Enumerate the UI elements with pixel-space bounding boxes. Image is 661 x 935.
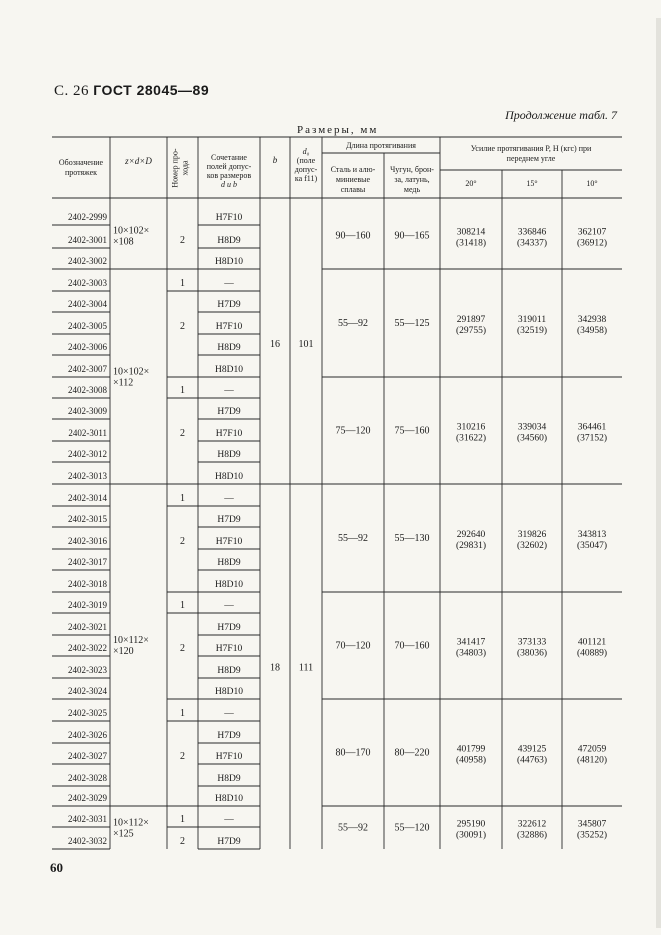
header-d0: ка f11) xyxy=(294,174,318,183)
combination-cell: H7F10 xyxy=(215,322,243,332)
force-kgf-cell: (31418) xyxy=(455,238,487,249)
combination-cell: H8D9 xyxy=(217,236,241,246)
header-iron: за, латунь, xyxy=(394,175,430,184)
zdD-cell: 10×112× xyxy=(113,635,149,646)
force-kgf-cell: (36912) xyxy=(576,238,608,249)
designation-cell: 2402-3001 xyxy=(68,235,107,245)
b-cell: 18 xyxy=(270,662,280,674)
designation-cell: 2402-3018 xyxy=(68,579,107,589)
header-designation: Обозначение xyxy=(58,158,104,167)
iron-length-cell: 55—130 xyxy=(394,533,430,544)
force-kgf-cell: (37152) xyxy=(576,433,608,444)
combination-cell: — xyxy=(224,815,234,825)
force-kgf-cell: (34803) xyxy=(455,648,487,659)
combination-cell: — xyxy=(224,494,234,504)
designation-cell: 2402-3008 xyxy=(68,385,107,395)
designation-cell: 2402-3027 xyxy=(68,751,107,761)
zdD-cell: ×108 xyxy=(113,236,134,248)
force-newton-cell: 339034 xyxy=(517,422,547,433)
header-angle: 20° xyxy=(465,179,477,188)
pass-cell: 2 xyxy=(180,428,185,439)
header-combination: полей допус- xyxy=(206,162,252,171)
force-newton-cell: 472059 xyxy=(577,744,607,755)
force-kgf-cell: (29755) xyxy=(455,326,487,336)
designation-cell: 2402-3007 xyxy=(68,364,107,374)
iron-length-cell: 75—160 xyxy=(394,425,430,437)
zdD-cell: 10×112× xyxy=(113,817,149,829)
header-combination: d и b xyxy=(221,180,237,189)
combination-cell: H7F10 xyxy=(215,644,243,654)
force-kgf-cell: (44763) xyxy=(516,755,548,766)
force-kgf-cell: (34958) xyxy=(576,326,608,336)
designation-cell: 2402-3014 xyxy=(68,493,107,503)
zdD-cell: ×125 xyxy=(113,828,134,840)
combination-cell: H8D10 xyxy=(215,580,243,590)
steel-length-cell: 90—160 xyxy=(335,230,371,242)
force-kgf-cell: (32519) xyxy=(516,326,548,336)
force-kgf-cell: (34337) xyxy=(516,238,548,249)
force-newton-cell: 310216 xyxy=(456,422,486,433)
force-kgf-cell: (40889) xyxy=(576,648,608,659)
page-prefix: С. 26 xyxy=(54,83,90,99)
combination-cell: — xyxy=(224,709,234,719)
designation-cell: 2402-3019 xyxy=(68,600,107,610)
sizes-label: Размеры, мм xyxy=(297,124,379,136)
combination-cell: H8D9 xyxy=(217,774,241,784)
header-steel: миниевые xyxy=(335,175,371,184)
force-newton-cell: 319011 xyxy=(517,315,547,325)
pass-cell: 2 xyxy=(180,751,185,762)
combination-cell: H8D9 xyxy=(217,558,241,568)
iron-length-cell: 80—220 xyxy=(394,747,430,759)
steel-length-cell: 55—92 xyxy=(338,533,368,544)
combination-cell: H8D10 xyxy=(215,687,243,697)
combination-cell: H7F10 xyxy=(215,429,243,439)
pass-cell: 2 xyxy=(180,836,185,847)
b-cell: 16 xyxy=(270,339,280,350)
header-b: b xyxy=(272,155,278,165)
header-combination: ков размеров xyxy=(206,171,252,180)
combination-cell: — xyxy=(224,279,234,289)
continuation-note: Продолжение табл. 7 xyxy=(505,108,617,122)
d0-cell: 101 xyxy=(298,339,314,350)
designation-cell: 2402-3011 xyxy=(68,428,107,438)
header-angle: 10° xyxy=(586,179,598,188)
combination-cell: H8D9 xyxy=(217,666,241,676)
force-kgf-cell: (34560) xyxy=(516,433,548,444)
header-steel: сплавы xyxy=(340,185,366,194)
designation-cell: 2402-3032 xyxy=(68,836,107,846)
force-newton-cell: 291897 xyxy=(456,315,486,325)
combination-cell: H8D10 xyxy=(215,472,243,482)
force-newton-cell: 342938 xyxy=(577,315,607,325)
force-kgf-cell: (29831) xyxy=(455,541,487,551)
header-pass-no: Номер про- xyxy=(170,148,180,188)
force-newton-cell: 362107 xyxy=(577,227,607,238)
combination-cell: H7D9 xyxy=(217,731,241,741)
combination-cell: H7D9 xyxy=(217,407,241,417)
designation-cell: 2402-3003 xyxy=(68,278,107,288)
zdD-cell: 10×102× xyxy=(113,366,150,378)
force-newton-cell: 319826 xyxy=(517,530,547,540)
combination-cell: H7F10 xyxy=(215,537,243,547)
force-newton-cell: 341417 xyxy=(456,637,486,648)
designation-cell: 2402-3028 xyxy=(68,773,107,783)
force-newton-cell: 345807 xyxy=(577,819,607,830)
designation-cell: 2402-3006 xyxy=(68,342,107,352)
d0-cell: 111 xyxy=(298,662,314,674)
designation-cell: 2402-3024 xyxy=(68,686,107,696)
combination-cell: H8D10 xyxy=(215,794,243,804)
combination-cell: H8D10 xyxy=(215,257,243,267)
header-steel: Сталь и алю- xyxy=(330,165,376,174)
force-newton-cell: 364461 xyxy=(577,422,607,433)
force-kgf-cell: (40958) xyxy=(455,755,487,766)
pass-cell: 1 xyxy=(180,814,185,825)
zdD-cell: ×120 xyxy=(113,646,134,657)
header-d0: (поле xyxy=(296,156,316,165)
zdD-cell: ×112 xyxy=(113,377,134,389)
force-newton-cell: 322612 xyxy=(517,819,547,830)
iron-length-cell: 55—125 xyxy=(394,318,430,329)
designation-cell: 2402-3002 xyxy=(68,256,107,266)
steel-length-cell: 80—170 xyxy=(335,747,371,759)
force-newton-cell: 292640 xyxy=(456,530,486,540)
designation-cell: 2402-3023 xyxy=(68,665,107,675)
force-newton-cell: 336846 xyxy=(517,227,547,238)
designation-cell: 2402-3012 xyxy=(68,449,107,459)
force-newton-cell: 439125 xyxy=(517,744,547,755)
combination-cell: H7F10 xyxy=(215,752,243,762)
combination-cell: H8D10 xyxy=(215,365,243,375)
steel-length-cell: 75—120 xyxy=(335,425,371,437)
designation-cell: 2402-3026 xyxy=(68,730,107,740)
header-d0: d₀ xyxy=(302,147,310,156)
pass-cell: 1 xyxy=(180,708,185,719)
combination-cell: H8D9 xyxy=(217,450,241,460)
header-length: Длина протягивания xyxy=(346,141,416,150)
zdD-cell: 10×102× xyxy=(113,225,150,237)
pass-cell: 2 xyxy=(180,643,185,654)
designation-cell: 2402-3022 xyxy=(68,643,107,653)
header-d0: допус- xyxy=(294,165,318,174)
designation-cell: 2402-3015 xyxy=(68,514,107,524)
combination-cell: H7D9 xyxy=(217,515,241,525)
header-iron: медь xyxy=(403,185,421,194)
designation-cell: 2402-3017 xyxy=(68,557,107,567)
designation-cell: 2402-3016 xyxy=(68,536,107,546)
steel-length-cell: 55—92 xyxy=(338,822,368,834)
pass-cell: 2 xyxy=(180,536,185,547)
designation-cell: 2402-3004 xyxy=(68,299,107,309)
force-kgf-cell: (30091) xyxy=(455,830,487,841)
designation-cell: 2402-3013 xyxy=(68,471,107,481)
force-kgf-cell: (35252) xyxy=(576,830,608,841)
combination-cell: — xyxy=(224,386,234,396)
header-angle: 15° xyxy=(526,179,538,188)
pass-cell: 1 xyxy=(180,385,185,396)
header-iron: Чугун, брон- xyxy=(390,165,434,174)
header-designation: протяжек xyxy=(64,168,98,177)
force-newton-cell: 308214 xyxy=(456,227,486,238)
combination-cell: H8D9 xyxy=(217,343,241,353)
force-newton-cell: 373133 xyxy=(517,637,547,648)
combination-cell: H7D9 xyxy=(217,623,241,633)
designation-cell: 2402-3005 xyxy=(68,321,107,331)
iron-length-cell: 90—165 xyxy=(394,230,430,242)
force-kgf-cell: (32886) xyxy=(516,830,548,841)
combination-cell: — xyxy=(224,601,234,611)
designation-cell: 2402-3025 xyxy=(68,708,107,718)
force-newton-cell: 295190 xyxy=(456,819,486,830)
steel-length-cell: 55—92 xyxy=(338,318,368,329)
combination-cell: H7D9 xyxy=(217,837,241,847)
force-kgf-cell: (35047) xyxy=(576,541,608,551)
designation-cell: 2402-3031 xyxy=(68,814,107,824)
designation-cell: 2402-2999 xyxy=(68,212,107,222)
pass-cell: 1 xyxy=(180,493,185,504)
pass-cell: 2 xyxy=(180,235,185,246)
header-pass-no: хода xyxy=(180,160,190,176)
force-kgf-cell: (31622) xyxy=(455,433,487,444)
force-kgf-cell: (32602) xyxy=(516,541,548,551)
pass-cell: 1 xyxy=(180,278,185,289)
force-newton-cell: 401799 xyxy=(456,744,486,755)
force-kgf-cell: (48120) xyxy=(576,755,608,766)
combination-cell: H7F10 xyxy=(215,213,243,223)
header-force: Усилие протягивания P, Н (кгс) при xyxy=(470,144,592,153)
force-kgf-cell: (38036) xyxy=(516,648,548,659)
force-newton-cell: 343813 xyxy=(577,530,607,540)
steel-length-cell: 70—120 xyxy=(335,640,371,652)
combination-cell: H7D9 xyxy=(217,300,241,310)
designation-cell: 2402-3029 xyxy=(68,793,107,803)
force-newton-cell: 401121 xyxy=(577,637,607,648)
header-force: переднем угле xyxy=(506,154,556,163)
pass-cell: 1 xyxy=(180,600,185,611)
header-combination: Сочетание xyxy=(211,153,247,162)
designation-cell: 2402-3009 xyxy=(68,406,107,416)
pass-cell: 2 xyxy=(180,321,185,332)
designation-cell: 2402-3021 xyxy=(68,622,107,632)
header-zdD: z×d×D xyxy=(125,156,152,166)
page-number: 60 xyxy=(50,860,63,875)
iron-length-cell: 55—120 xyxy=(394,822,430,834)
standard-title: ГОСТ 28045—89 xyxy=(93,82,210,98)
iron-length-cell: 70—160 xyxy=(394,640,430,652)
